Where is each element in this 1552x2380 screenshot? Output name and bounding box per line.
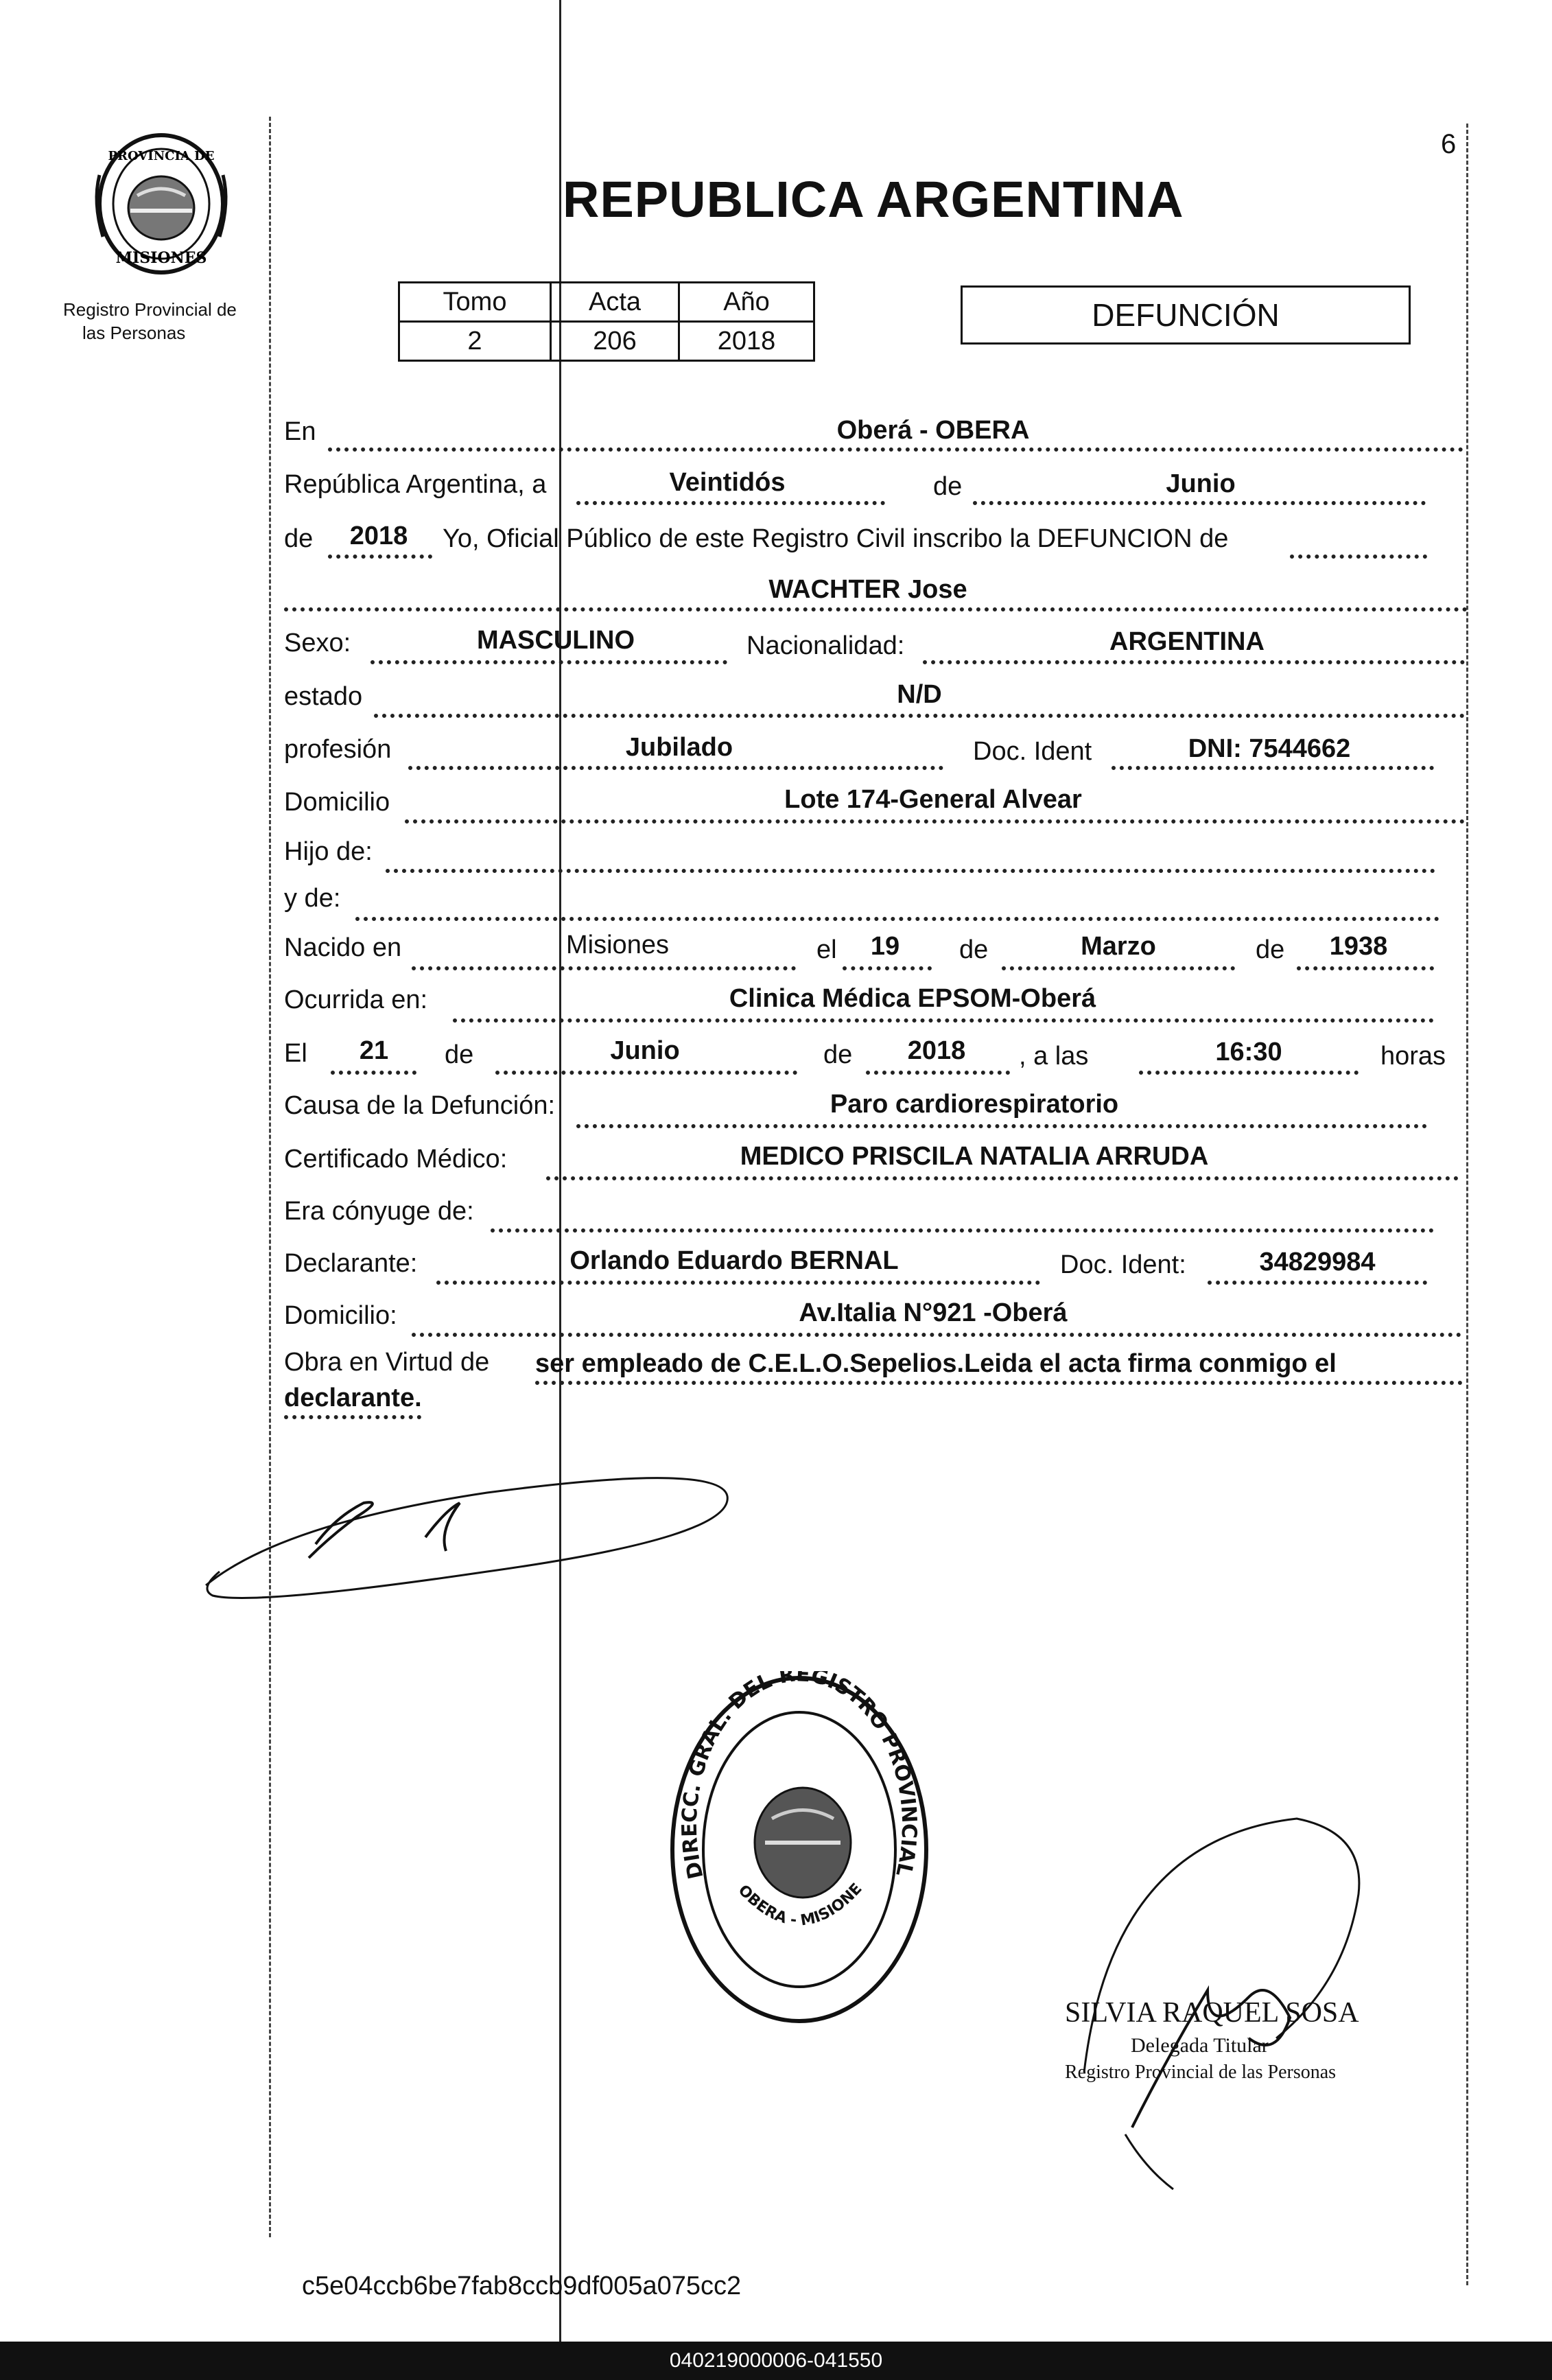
ocurrida-label: Ocurrida en: <box>284 985 428 1014</box>
nacido-line <box>412 966 796 970</box>
conyuge-line <box>491 1228 1434 1233</box>
doc-ident-value: DNI: 7544662 <box>1188 734 1351 763</box>
tomo-value: 2 <box>399 322 551 361</box>
nacido-label: Nacido en <box>284 933 402 962</box>
deceased-name-line <box>284 607 1468 611</box>
yde-label: y de: <box>284 884 341 913</box>
official-round-stamp <box>662 1671 937 2028</box>
de-label-year: de <box>284 524 314 553</box>
declarante-label: Declarante: <box>284 1249 418 1278</box>
hijo-line <box>386 869 1435 873</box>
domicilio2-line <box>412 1333 1461 1337</box>
certificado-line <box>546 1176 1459 1180</box>
death-month-value: Junio <box>610 1036 680 1065</box>
birth-day-value: 19 <box>870 932 900 961</box>
svg-text:DIRECC. GRAL. DEL REGISTRO PRO: DIRECC. GRAL. DEL REGISTRO PROVINCIAL <box>677 1671 921 1882</box>
year-value: 2018 <box>349 522 408 550</box>
obra-line <box>535 1381 1463 1385</box>
certificado-value: MEDICO PRISCILA NATALIA ARRUDA <box>740 1142 1209 1171</box>
sexo-line <box>371 660 727 664</box>
certificado-label: Certificado Médico: <box>284 1145 508 1174</box>
place-value: Oberá - OBERA <box>836 416 1030 445</box>
document-type-box: DEFUNCIÓN <box>961 285 1411 345</box>
svg-text:PROVINCIA DE: PROVINCIA DE <box>108 149 215 163</box>
causa-label: Causa de la Defunción: <box>284 1091 556 1120</box>
year-line <box>328 555 432 559</box>
acta-header: Acta <box>551 283 679 322</box>
declarante-value: Orlando Eduardo BERNAL <box>569 1246 899 1275</box>
month-line <box>973 501 1426 505</box>
official-stamp-icon <box>662 1671 937 2028</box>
ocurrida-value: Clinica Médica EPSOM-Oberá <box>729 984 1096 1013</box>
birth-year-line <box>1297 966 1434 970</box>
oficial-text: Yo, Oficial Público de este Registro Civil inscribo la DEFUNCION de <box>443 524 1229 553</box>
nacionalidad-label: Nacionalidad: <box>746 631 905 660</box>
estado-value: N/D <box>897 680 942 709</box>
death-time-line <box>1139 1071 1359 1075</box>
estado-label: estado <box>284 682 363 711</box>
domicilio2-label: Domicilio: <box>284 1301 397 1330</box>
declarante-doc-line <box>1208 1281 1427 1285</box>
deceased-name-value: WACHTER Jose <box>768 575 967 604</box>
domicilio-label: Domicilio <box>284 788 390 817</box>
doc-ident2-label: Doc. Ident: <box>1060 1250 1186 1279</box>
svg-text:OBERA - MISIONES: OBERA - MISIONE <box>734 1880 866 1930</box>
en-label: En <box>284 417 316 446</box>
document-hash: c5e04ccb6be7fab8ccb9df005a075cc2 <box>302 2272 742 2300</box>
obra-label: Obra en Virtud de <box>284 1348 490 1377</box>
day-words-value: Veintidós <box>669 468 786 497</box>
page-number: 6 <box>1441 129 1457 159</box>
horas-label: horas <box>1380 1042 1446 1071</box>
day-words-line <box>576 501 885 505</box>
page-title: REPUBLICA ARGENTINA <box>563 171 1184 228</box>
right-margin-rule <box>1466 124 1468 2285</box>
de-label-1: de <box>933 472 963 501</box>
oficial-end-line <box>1290 555 1427 559</box>
yde-line <box>355 917 1439 921</box>
causa-value: Paro cardiorespiratorio <box>830 1090 1119 1119</box>
de3-label: de <box>1256 935 1285 964</box>
death-day-value: 21 <box>359 1036 389 1065</box>
left-margin-rule <box>269 117 271 2237</box>
declarant-signature <box>199 1462 734 1613</box>
tomo-header: Tomo <box>399 283 551 322</box>
doc-ident-label: Doc. Ident <box>973 737 1092 766</box>
de2-label: de <box>959 935 989 964</box>
officer-office: Registro Provincial de las Personas <box>1065 2062 1337 2083</box>
death-month-line <box>495 1071 797 1075</box>
death-day-line <box>331 1071 416 1075</box>
alas-label: , a las <box>1019 1042 1089 1071</box>
birth-year-value: 1938 <box>1329 932 1388 961</box>
nacido-value: Misiones <box>566 931 669 959</box>
ano-header: Año <box>679 283 814 322</box>
registry-name-line1: Registro Provincial de <box>63 299 237 320</box>
domicilio-value: Lote 174-General Alvear <box>784 785 1082 814</box>
death-time-value: 16:30 <box>1215 1038 1282 1066</box>
obra-end-line <box>284 1415 421 1419</box>
conyuge-label: Era cónyuge de: <box>284 1197 474 1226</box>
causa-line <box>576 1124 1427 1128</box>
declarante-line <box>436 1281 1040 1285</box>
de4-label: de <box>445 1040 474 1069</box>
book-reference-table <box>398 281 815 362</box>
nacionalidad-value: ARGENTINA <box>1109 627 1265 656</box>
birth-month-line <box>1002 966 1235 970</box>
footer-bar <box>0 2342 1552 2380</box>
province-seal-icon <box>89 127 233 281</box>
month-value: Junio <box>1166 469 1236 498</box>
death-year-line <box>866 1071 1010 1075</box>
birth-day-line <box>843 966 932 970</box>
birth-month-value: Marzo <box>1081 932 1156 961</box>
obra-text2: declarante. <box>284 1384 422 1412</box>
place-line <box>328 447 1463 452</box>
sexo-value: MASCULINO <box>476 626 635 655</box>
barcode-text: 040219000006-041550 <box>669 2349 883 2372</box>
officer-name: SILVIA RAQUEL SOSA <box>1065 1997 1359 2029</box>
domicilio-line <box>405 819 1465 824</box>
profesion-line <box>408 766 943 770</box>
svg-text:MISIONES: MISIONES <box>115 249 207 267</box>
estado-line <box>374 714 1465 718</box>
profesion-value: Jubilado <box>625 733 733 762</box>
province-seal <box>89 127 233 281</box>
sexo-label: Sexo: <box>284 629 351 657</box>
de5-label: de <box>823 1040 853 1069</box>
El-label: El <box>284 1039 307 1068</box>
profesion-label: profesión <box>284 735 392 764</box>
republica-label: República Argentina, a <box>284 470 547 499</box>
ocurrida-line <box>453 1018 1434 1023</box>
signature-icon <box>199 1462 734 1613</box>
death-year-value: 2018 <box>907 1036 966 1065</box>
obra-text: ser empleado de C.E.L.O.Sepelios.Leida el acta firma conmigo el <box>535 1349 1337 1378</box>
doc-ident-line <box>1112 766 1434 770</box>
ano-value: 2018 <box>679 322 814 361</box>
hijo-label: Hijo de: <box>284 837 373 866</box>
registry-name-line2: las Personas <box>82 323 186 343</box>
el-label: el <box>816 935 837 964</box>
declarante-doc-value: 34829984 <box>1259 1248 1376 1276</box>
nacionalidad-line <box>923 660 1465 664</box>
domicilio2-value: Av.Italia N°921 -Oberá <box>799 1298 1068 1327</box>
acta-value: 206 <box>551 322 679 361</box>
officer-title: Delegada Titular <box>1131 2034 1269 2057</box>
